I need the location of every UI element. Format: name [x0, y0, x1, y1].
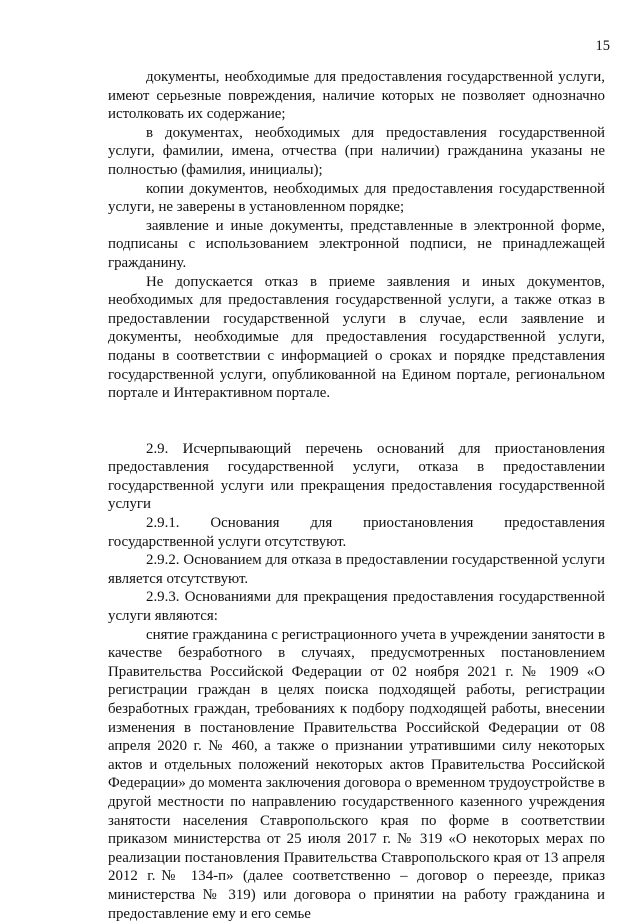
- document-body: [108, 68, 605, 923]
- paragraph-damaged-documents: документы, необходимые для предоставления государственной услуги, имеют серьезные повреждения, наличие которых не позволяет однозначно истолковать их содержание;: [108, 69, 605, 123]
- paragraph-deregistration: снятие гражданина с регистрационного учета в учреждении занятости в качестве безработного в случаях, предусмотренных постановлением Правительства Российской Федерации от 02 ноября 2021 г. № 1909 «О регистрации граждан в целях поиска подходящей работы, регистрации безработных граждан, требованиях к подбору подходящей работы, внесении изменения в постановление Правительства Российской Федерации от 08 апреля 2020 г. № 460, а также о признании утратившими силу некоторых актов и отдельных положений некоторых актов Правительства Российской Федерации» до момента заключения договора о временном трудоустройстве в другой местности по направлению государственного казенного учреждения занятости населения Ставропольского края по форме в соответствии приказом министерства от 25 июля 2017 г. № 319 «О некоторых мерах по реализации постановления Правительства Ставропольского края от 13 апреля 2012 г.№ 134-п» (далее соответственно – договор о переезде, приказ министерства № 319) или договора о принятии на работу гражданина и предоставление ему и его семье: [108, 626, 605, 922]
- paragraph-refusal-not-allowed: Не допускается отказ в приеме заявления и иных документов, необходимых для предоставления государственной услуги, а также отказ в предоставлении государственной услуги в случае, если заявление и документы, необходимые для предоставления государственной услуги, поданы в соответствии с информацией о сроках и порядке представления государственной услуги, опубликованной на Едином портале, региональном портале и Интерактивном портале.: [108, 273, 605, 402]
- paragraph-electronic-signature: заявление и иные документы, представленные в электронной форме, подписаны с использованием электронной подписи, не принадлежащей гражданину.: [108, 217, 605, 271]
- paragraph-2-9-1: 2.9.1. Основания для приостановления предоставления государственной услуги отсутствуют.: [108, 515, 605, 550]
- section-heading-2-9: 2.9. Исчерпывающий перечень оснований для приостановления предоставления государственной услуги, отказа в предоставлении государственной услуги или прекращения предоставления государственной услуги: [108, 440, 605, 513]
- paragraph-incomplete-names: в документах, необходимых для предоставления государственной услуги, фамилии, имена, отчества (при наличии) гражданина указаны не полностью (фамилия, инициалы);: [108, 124, 605, 178]
- paragraph-2-9-2: 2.9.2. Основанием для отказа в предоставлении государственной услуги является отсутствуют.: [108, 552, 605, 587]
- page-number: 15: [595, 38, 610, 54]
- paragraph-2-9-3: 2.9.3. Основаниями для прекращения предоставления государственной услуги являются:: [108, 589, 605, 625]
- paragraph-uncertified-copies: копии документов, необходимых для предоставления государственной услуги, не заверены в установленном порядке;: [108, 180, 605, 216]
